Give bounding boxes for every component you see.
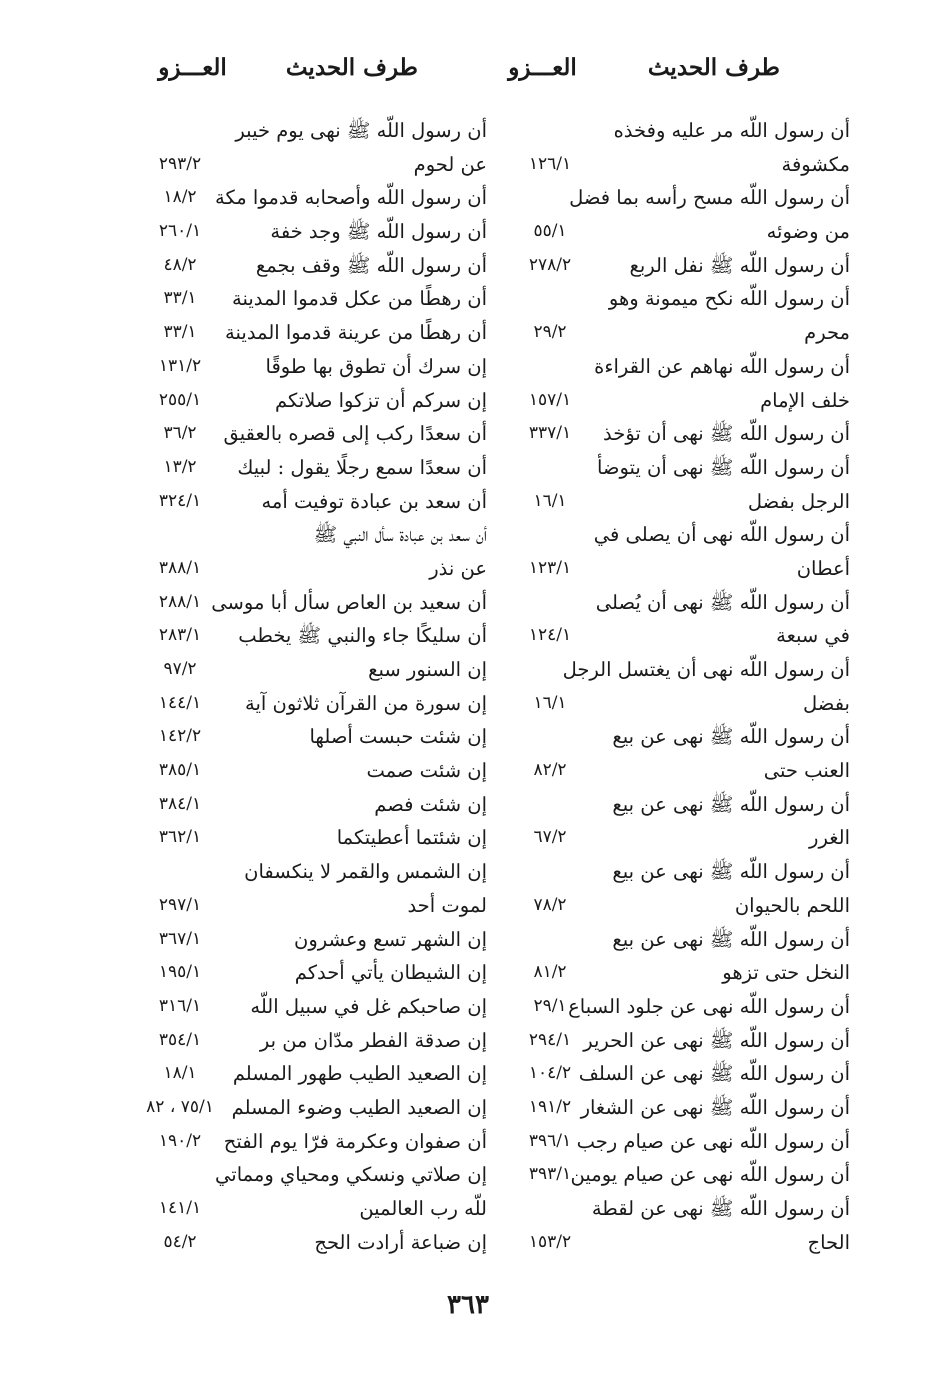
index-entry-row <box>490 754 850 788</box>
right-hadith-header: طرف الحديث <box>647 54 780 81</box>
hadith-reference: ٣١٦/١ <box>158 995 202 1016</box>
hadith-reference: ١٥٣/٢ <box>528 1231 572 1252</box>
page-number: ٣٦٣ <box>447 1290 489 1320</box>
hadith-reference: ١٥٧/١ <box>528 389 572 410</box>
index-entry-row <box>130 720 490 754</box>
hadith-text: عن لحوم <box>413 152 487 176</box>
hadith-text: إن الشهر تسع وعشرون <box>294 927 487 951</box>
index-entry-row <box>490 788 850 822</box>
hadith-text: أن رسول اللّه نهى عن صيام يومين <box>570 1163 850 1187</box>
hadith-reference: ٢٨٨/١ <box>158 591 202 612</box>
index-entry-row <box>130 417 490 451</box>
hadith-text: أن رسول اللّه وأصحابه قدموا مكة <box>215 186 487 210</box>
index-entry-row <box>490 687 850 721</box>
hadith-reference: ٣٩٣/١ <box>528 1164 572 1185</box>
hadith-reference: ٣٣/١ <box>163 288 197 309</box>
hadith-text: أن رسول اللّه ﷺ وقف بجمع <box>255 253 487 277</box>
index-entry-row <box>490 384 850 418</box>
hadith-reference: ٣٣٧/١ <box>528 423 572 444</box>
hadith-reference <box>515 923 585 957</box>
index-entry-row <box>130 1226 490 1260</box>
hadith-reference: ٣٨٨/١ <box>158 557 202 578</box>
hadith-text: إن السنور سبع <box>368 658 487 681</box>
hadith-reference: ١٤٤/١ <box>158 692 202 713</box>
hadith-text: إن شئت صمت <box>366 759 487 783</box>
hadith-reference: ٢٩/٢ <box>533 322 567 343</box>
index-entry-row <box>130 1057 490 1091</box>
index-entry-row <box>130 1091 490 1125</box>
index-entry-row <box>490 1226 850 1260</box>
right-ref-header: العـــزو <box>508 54 577 81</box>
hadith-reference <box>515 181 585 215</box>
index-entry-row <box>130 619 490 653</box>
index-entry-row <box>130 687 490 721</box>
hadith-text: أن سعد بن عبادة توفيت أمه <box>261 489 487 513</box>
hadith-text: في سبعة <box>776 624 850 648</box>
index-entry-row <box>490 990 850 1024</box>
hadith-reference: ١٩٠/٢ <box>158 1130 202 1151</box>
hadith-reference: ٥٥/١ <box>533 221 567 242</box>
hadith-reference <box>515 350 585 384</box>
hadith-reference: ٧٨/٢ <box>533 894 567 915</box>
hadith-reference: ٣٢٤/١ <box>158 490 202 511</box>
hadith-reference <box>515 518 585 552</box>
hadith-reference: ٣٨٥/١ <box>158 760 202 781</box>
index-entry-row <box>130 1125 490 1159</box>
index-entry-row <box>490 821 850 855</box>
index-entry-row <box>130 451 490 485</box>
hadith-text: أعطان <box>796 556 850 580</box>
left-ref-header: العـــزو <box>158 54 227 81</box>
hadith-text: محرم <box>804 321 850 345</box>
index-entry-row <box>130 586 490 620</box>
index-entry-row <box>490 1091 850 1125</box>
hadith-reference: ٢٨٣/١ <box>158 625 202 646</box>
hadith-reference: ١٦/١ <box>533 490 567 511</box>
hadith-reference: ١٢٣/١ <box>528 557 572 578</box>
hadith-reference: ٤٨/٢ <box>163 254 197 275</box>
hadith-text: إن شئتما أعطيتكما <box>336 826 487 850</box>
index-entry-row <box>490 855 850 889</box>
left-index-column <box>130 114 490 1259</box>
index-entry-row <box>130 282 490 316</box>
hadith-text: اللحم بالحيوان <box>734 893 850 917</box>
index-entry-row <box>130 821 490 855</box>
index-entry-row <box>130 148 490 182</box>
hadith-text: إن صدقة الفطر مدّان من بر <box>259 1028 487 1052</box>
hadith-text: النخل حتى تزهو <box>722 961 850 985</box>
hadith-reference <box>515 653 585 687</box>
hadith-reference <box>515 1192 585 1226</box>
hadith-text: أن سليكًا جاء والنبي ﷺ يخطب <box>238 624 487 648</box>
hadith-reference: ١٣/٢ <box>163 456 197 477</box>
hadith-text: أن رسول اللّه نهى عن جلود السباع <box>568 994 850 1018</box>
hadith-reference: ١٣١/٢ <box>158 355 202 376</box>
index-entry-row <box>130 181 490 215</box>
index-entry-row <box>490 1158 850 1192</box>
hadith-reference: ١٩٥/١ <box>158 962 202 983</box>
hadith-reference: ٢٩٤/١ <box>528 1029 572 1050</box>
hadith-text: الحاج <box>807 1230 850 1254</box>
hadith-text: إن شئت فصم <box>374 792 487 816</box>
hadith-text: أن سعدًا سمع رجلًا يقول : لبيك <box>237 455 487 479</box>
index-entry-row <box>490 148 850 182</box>
hadith-reference: ٢٩٧/١ <box>158 894 202 915</box>
hadith-text: إن سورة من القرآن ثلاثون آية <box>245 691 487 715</box>
hadith-text: أن رسول اللّه ﷺ نهى عن بيع <box>612 927 850 951</box>
index-entry-row <box>490 586 850 620</box>
left-hadith-header: طرف الحديث <box>285 54 418 81</box>
right-index-column <box>490 114 850 1259</box>
hadith-text: أن رسول اللّه ﷺ نهى عن بيع <box>612 792 850 816</box>
index-entry-row <box>490 181 850 215</box>
index-entry-row <box>130 249 490 283</box>
hadith-text: إن سركم أن تزكوا صلاتكم <box>275 388 487 412</box>
index-entry-row <box>490 451 850 485</box>
hadith-reference <box>515 451 585 485</box>
index-entry-row <box>130 1192 490 1226</box>
index-entry-row <box>130 215 490 249</box>
index-entry-row <box>130 788 490 822</box>
index-entry-row <box>130 653 490 687</box>
hadith-reference: ٣٨٤/١ <box>158 793 202 814</box>
hadith-text: أن رسول اللّه مر عليه وفخذه <box>613 119 850 142</box>
hadith-text: الغرر <box>809 826 850 850</box>
hadith-text: أن رسول اللّه ﷺ نهى عن الحرير <box>583 1028 850 1052</box>
hadith-reference: ١٢٤/١ <box>528 625 572 646</box>
index-entry-row <box>130 956 490 990</box>
index-entry-row <box>490 1057 850 1091</box>
index-entry-row <box>490 1024 850 1058</box>
hadith-text: أن رسول اللّه ﷺ وجد خفة <box>270 220 487 244</box>
hadith-text: إن الشمس والقمر لا ينكسفان <box>244 860 487 884</box>
hadith-reference <box>515 720 585 754</box>
hadith-reference: ٨١/٢ <box>533 962 567 983</box>
hadith-text: أن رسول اللّه ﷺ نهى أن يُصلى <box>595 590 850 614</box>
hadith-reference: ٣٩٦/١ <box>528 1130 572 1151</box>
index-entry-row <box>490 485 850 519</box>
hadith-reference: ١٦/١ <box>533 692 567 713</box>
hadith-text: إن ضباعة أرادت الحج <box>314 1230 487 1254</box>
hadith-reference <box>140 114 220 148</box>
hadith-reference <box>515 282 585 316</box>
hadith-reference <box>140 1158 220 1192</box>
hadith-text: إن صاحبكم غل في سبيل اللّه <box>250 994 487 1018</box>
hadith-reference <box>140 855 220 889</box>
hadith-reference: ١٨/١ <box>163 1063 197 1084</box>
hadith-text: أن رسول اللّه ﷺ نفل الربع <box>629 253 850 277</box>
index-entry-row <box>130 754 490 788</box>
hadith-text: أن رسول اللّه ﷺ نهى عن السلف <box>578 1062 850 1086</box>
hadith-reference: ٢٦٠/١ <box>158 221 202 242</box>
hadith-reference: ١٤٢/٢ <box>158 726 202 747</box>
hadith-reference: ٣٥٤/١ <box>158 1029 202 1050</box>
index-entry-row <box>130 384 490 418</box>
hadith-text: للّه رب العالمين <box>359 1197 487 1220</box>
hadith-reference: ٣٦٧/١ <box>158 928 202 949</box>
index-entry-row <box>490 619 850 653</box>
hadith-reference: ٥٤/٢ <box>163 1231 197 1252</box>
hadith-text: أن رسول اللّه ﷺ نهى أن تؤخذ <box>603 422 850 446</box>
hadith-reference: ٣٣/١ <box>163 322 197 343</box>
index-entry-row <box>490 956 850 990</box>
hadith-text: لموت أحد <box>407 893 487 917</box>
hadith-text: أن رسول اللّه نكح ميمونة وهو <box>608 287 850 311</box>
index-entry-row <box>490 720 850 754</box>
hadith-text: أن رسول اللّه ﷺ نهى عن بيع <box>612 725 850 749</box>
index-entry-row <box>130 350 490 384</box>
index-entry-row <box>130 316 490 350</box>
hadith-text: أن رسول اللّه مسح رأسه بما فضل <box>569 186 850 210</box>
index-entry-row <box>130 485 490 519</box>
index-entry-row <box>490 350 850 384</box>
index-entry-row <box>490 923 850 957</box>
hadith-text: مكشوفة <box>781 152 850 176</box>
hadith-text: أن رهطًا من عكل قدموا المدينة <box>232 287 487 311</box>
hadith-reference <box>515 855 585 889</box>
hadith-reference: ٦٧/٢ <box>533 827 567 848</box>
hadith-text: أن رسول اللّه ﷺ نهى عن الشغار <box>580 1095 850 1119</box>
index-entry-row <box>490 1192 850 1226</box>
hadith-text: بفضل <box>803 691 850 715</box>
hadith-reference: ٩٧/٢ <box>163 659 197 679</box>
hadith-text: أن سعد بن عبادة سأل النبي ﷺ <box>313 523 487 547</box>
hadith-text: إن صلاتي ونسكي ومحياي ومماتي <box>215 1163 487 1187</box>
hadith-text: إن شئت حبست أصلها <box>309 725 487 749</box>
index-entry-row <box>490 114 850 148</box>
hadith-text: أن رسول اللّه ﷺ نهى عن بيع <box>612 860 850 884</box>
hadith-reference: ١٨/٢ <box>163 187 197 208</box>
index-entry-row <box>130 114 490 148</box>
hadith-text: عن نذر <box>429 556 487 580</box>
index-entry-row <box>130 889 490 923</box>
hadith-text: العنب حتى <box>763 759 850 783</box>
hadith-text: أن رسول اللّه نهاهم عن القراءة <box>594 354 850 378</box>
hadith-reference: ٢٩/١ <box>533 995 567 1016</box>
hadith-reference: ٣٦٢/١ <box>158 827 202 848</box>
hadith-text: أن رسول اللّه نهى أن يصلى في <box>593 523 850 547</box>
hadith-reference: ٨٢/٢ <box>533 760 567 781</box>
hadith-text: أن سعيد بن العاص سأل أبا موسى <box>211 590 487 614</box>
hadith-reference <box>515 586 585 620</box>
hadith-reference: ٢٩٣/٢ <box>158 153 202 174</box>
hadith-text: إن سرك أن تطوق بها طوقًا <box>265 354 487 378</box>
hadith-reference: ١٤١/١ <box>158 1198 202 1218</box>
index-entry-row <box>130 990 490 1024</box>
hadith-reference: ١٢٦/١ <box>528 153 572 174</box>
hadith-reference: ٧٥/١ ، ٨٢ <box>146 1096 214 1117</box>
index-entry-row <box>490 417 850 451</box>
index-entry-row <box>490 215 850 249</box>
index-entry-row <box>130 518 490 552</box>
hadith-text: خلف الإمام <box>760 388 850 412</box>
hadith-reference <box>140 518 220 552</box>
hadith-reference: ٣٦/٢ <box>163 423 197 444</box>
hadith-text: أن رسول اللّه نهى أن يغتسل الرجل <box>562 658 850 681</box>
hadith-reference: ١٩١/٢ <box>528 1096 572 1117</box>
hadith-text: إن الصعيد الطيب طهور المسلم <box>232 1062 487 1086</box>
index-entry-row <box>130 552 490 586</box>
hadith-text: أن رسول اللّه نهى عن صيام رجب <box>576 1129 850 1153</box>
index-entry-row <box>130 855 490 889</box>
index-entry-row <box>130 1024 490 1058</box>
index-entry-row <box>490 1125 850 1159</box>
hadith-text: إن الشيطان يأتي أحدكم <box>294 961 487 985</box>
index-entry-row <box>490 518 850 552</box>
hadith-text: أن رسول اللّه ﷺ نهى عن لقطة <box>591 1197 850 1220</box>
index-entry-row <box>490 282 850 316</box>
hadith-reference <box>515 114 585 148</box>
hadith-text: أن رسول اللّه ﷺ نهى أن يتوضأ <box>596 455 850 479</box>
hadith-reference: ٢٥٥/١ <box>158 389 202 410</box>
index-entry-row <box>490 889 850 923</box>
hadith-text: أن صفوان وعكرمة فرّا يوم الفتح <box>223 1129 487 1153</box>
hadith-text: الرجل بفضل <box>747 489 850 513</box>
hadith-text: إن الصعيد الطيب وضوء المسلم <box>231 1095 487 1119</box>
index-entry-row <box>490 552 850 586</box>
hadith-reference: ١٠٤/٢ <box>528 1063 572 1084</box>
hadith-reference <box>515 788 585 822</box>
hadith-text: أن رسول اللّه ﷺ نهى يوم خيبر <box>235 119 487 142</box>
hadith-text: أن سعدًا ركب إلى قصره بالعقيق <box>223 422 487 446</box>
index-entry-row <box>130 923 490 957</box>
hadith-text: من وضوئه <box>766 220 850 244</box>
index-entry-row <box>490 653 850 687</box>
index-entry-row <box>490 249 850 283</box>
hadith-text: أن رهطًا من عرينة قدموا المدينة <box>225 321 487 345</box>
index-entry-row <box>490 316 850 350</box>
hadith-reference: ٢٧٨/٢ <box>528 254 572 275</box>
index-entry-row <box>130 1158 490 1192</box>
